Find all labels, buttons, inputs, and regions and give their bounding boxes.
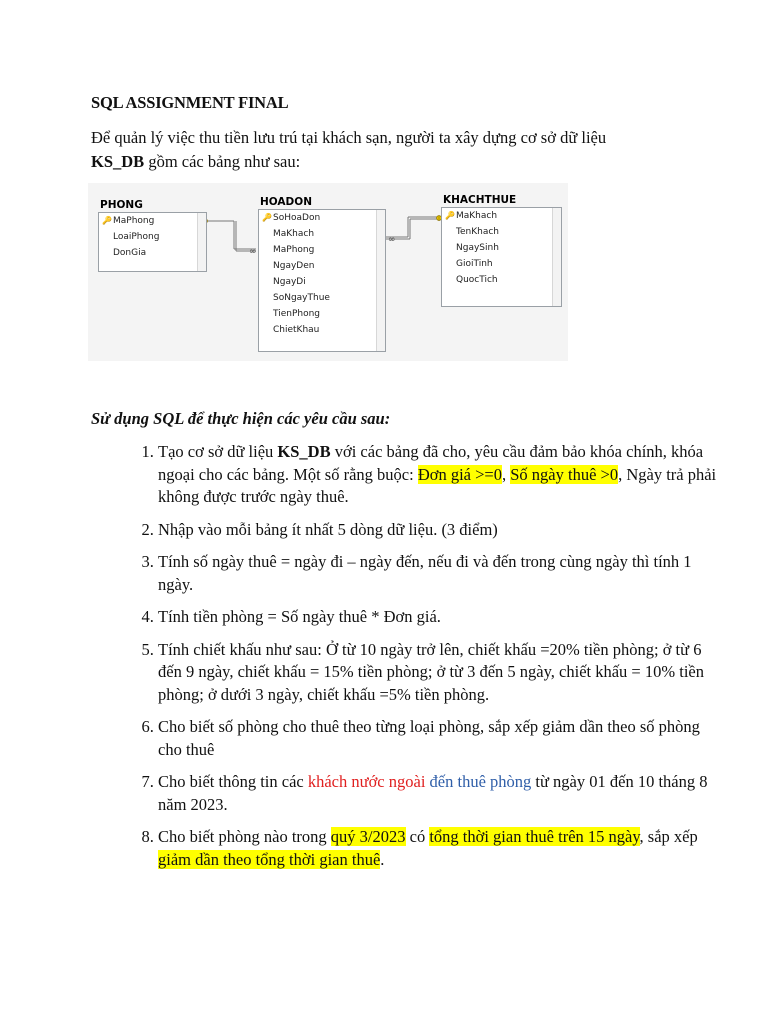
requirement-text-normal: Cho biết phòng nào trong	[158, 827, 331, 846]
requirement-item	[158, 551, 718, 596]
requirement-text-normal: có	[405, 827, 430, 846]
column-item	[259, 242, 385, 258]
requirements-heading: Sử dụng SQL để thực hiện các yêu cầu sau:	[91, 409, 391, 428]
column-label: MaPhong	[273, 245, 315, 255]
column-label: NgaySinh	[456, 243, 499, 253]
column-label: GioiTinh	[456, 259, 493, 269]
column-label: NgayDen	[273, 261, 315, 271]
relation-phong-hoadon	[203, 218, 257, 257]
svg-text:∞: ∞	[249, 247, 257, 257]
infinity-icon	[388, 235, 396, 245]
document-title: SQL ASSIGNMENT FINAL	[91, 93, 289, 112]
column-label: TienPhong	[273, 309, 321, 319]
column-item	[99, 229, 206, 245]
key-icon: 🔑	[102, 216, 112, 225]
requirement-text-normal: .	[380, 849, 385, 869]
requirement-text-bold: KS_DB	[277, 442, 331, 461]
column-label: SoNgayThue	[273, 293, 330, 303]
key-icon: 🔑	[445, 211, 455, 220]
requirement-text-highlight: giảm dần theo tổng thời gian thuê	[158, 849, 381, 869]
database-diagram	[88, 183, 568, 361]
column-label: MaPhong	[113, 216, 155, 226]
table-body	[98, 212, 207, 272]
column-item	[99, 245, 206, 261]
requirement-text-highlight: Đơn giá >=0	[417, 464, 502, 484]
relation-hoadon-khachthue	[385, 215, 442, 245]
requirement-text-normal: , sắp xếp	[639, 827, 698, 846]
column-item	[259, 290, 385, 306]
table-phong	[98, 198, 207, 272]
column-label: MaKhach	[273, 229, 315, 239]
column-label: LoaiPhong	[113, 232, 160, 242]
svg-text:∞: ∞	[388, 235, 396, 245]
requirement-text-normal: Tính số ngày thuê = ngày đi – ngày đến, nếu đi và đến trong cùng ngày thì tính 1 ngày.	[158, 552, 692, 594]
column-item	[442, 256, 561, 272]
intro-paragraph	[91, 126, 691, 174]
requirement-text-normal: Tạo cơ sở dữ liệu	[158, 442, 278, 461]
table-scrollbar[interactable]	[552, 208, 561, 306]
column-item	[442, 272, 561, 288]
requirement-text-highlight: tổng thời gian thuê trên 15 ngày	[429, 827, 640, 846]
column-item	[442, 208, 561, 224]
column-label: ChietKhau	[273, 325, 320, 335]
table-name: HOADON	[260, 196, 312, 208]
requirement-item	[158, 606, 718, 629]
requirement-text-normal: , Ngày trả phải không được trước ngày thuê.	[158, 464, 717, 506]
requirement-text-normal: Tính tiền phòng = Số ngày thuê * Đơn giá.	[158, 607, 441, 626]
requirement-text-normal: từ ngày 01 đến 10 tháng 8 năm 2023.	[158, 772, 708, 814]
requirement-item	[158, 716, 718, 761]
requirement-text-normal: ,	[501, 464, 511, 484]
requirement-text-normal: Nhập vào mỗi bảng ít nhất 5 dòng dữ liệu. (3 điểm)	[158, 519, 498, 539]
table-scrollbar[interactable]	[376, 210, 385, 351]
table-body	[258, 209, 386, 352]
requirement-text-highlight: quý 3/2023	[330, 827, 406, 846]
requirement-item	[158, 639, 718, 707]
intro-text: Để quản lý việc thu tiền lưu trú tại khách sạn, người ta xây dựng cơ sở dữ liệu	[91, 128, 607, 147]
requirements-list	[130, 441, 718, 881]
requirement-text-normal: Tính chiết khấu như sau: Ở từ 10 ngày trở lên, chiết khấu =20% tiền phòng; ở từ 6 đến 9 ngày, chiết khấu = 15% tiền phòng; ở từ 3 đến 5 ngày, chiết khấu = 10% tiền phòng; ở dưới 3 ngày, chiết khấu =5% tiền phòng.	[158, 639, 704, 704]
requirement-text-blue: đến thuê phòng	[429, 772, 532, 791]
key-icon: 🔑	[262, 213, 272, 222]
intro-db-name: KS_DB	[91, 152, 145, 171]
requirement-text-red: khách nước ngoài	[307, 772, 426, 791]
requirement-item	[158, 771, 718, 816]
table-name: PHONG	[100, 199, 143, 211]
table-khachthue	[441, 193, 562, 307]
table-name: KHACHTHUE	[443, 194, 517, 206]
column-item	[259, 274, 385, 290]
intro-tail: gồm các bảng như sau:	[144, 152, 301, 171]
table-body	[441, 207, 562, 307]
column-item	[442, 224, 561, 240]
column-item	[259, 210, 385, 226]
table-scrollbar[interactable]	[197, 213, 206, 271]
column-label: QuocTich	[456, 275, 498, 285]
column-label: TenKhach	[456, 227, 499, 237]
column-label: NgayDi	[273, 277, 306, 287]
requirement-text-normal: Cho biết số phòng cho thuê theo từng loại phòng, sắp xếp giảm dần theo số phòng cho thuê	[158, 717, 700, 759]
requirement-text-normal: Cho biết thông tin các	[158, 772, 308, 791]
column-item	[442, 240, 561, 256]
requirement-text-highlight: Số ngày thuê >0	[510, 464, 619, 484]
column-label: SoHoaDon	[273, 213, 321, 223]
requirement-text-normal: với các bảng đã cho, yêu cầu đảm bảo khóa chính, khóa ngoại cho các bảng. Một số rằng buộc:	[158, 442, 704, 484]
requirement-item	[158, 441, 718, 509]
column-item	[259, 258, 385, 274]
column-item	[99, 213, 206, 229]
column-item	[259, 322, 385, 338]
requirement-item	[158, 519, 718, 542]
column-label: MaKhach	[456, 211, 498, 221]
requirement-item	[158, 826, 718, 871]
table-hoadon	[258, 195, 386, 352]
infinity-icon	[249, 247, 257, 257]
column-item	[259, 306, 385, 322]
column-label: DonGia	[113, 248, 147, 258]
column-item	[259, 226, 385, 242]
